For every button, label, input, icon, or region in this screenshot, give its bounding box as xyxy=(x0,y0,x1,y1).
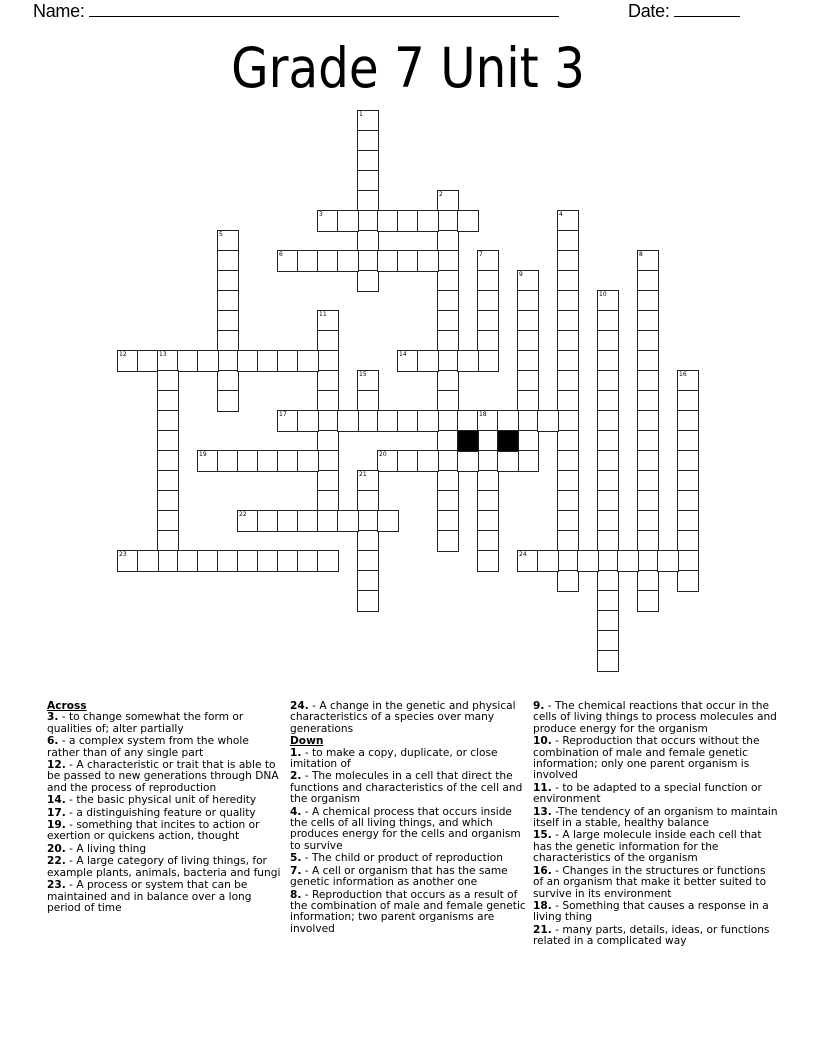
grid-cell[interactable] xyxy=(437,350,459,372)
grid-cell[interactable] xyxy=(597,370,619,392)
grid-cell[interactable] xyxy=(357,570,379,592)
clue-number: 23 xyxy=(119,551,127,558)
grid-cell[interactable] xyxy=(237,450,259,472)
grid-cell[interactable] xyxy=(677,430,699,452)
clue-down-15: 15. - A large molecule inside each cell that has the genetic information for the characteristics of the organism xyxy=(533,829,762,865)
grid-cell[interactable] xyxy=(637,410,659,432)
grid-cell[interactable] xyxy=(597,470,619,492)
grid-cell[interactable] xyxy=(557,490,579,512)
grid-cell[interactable] xyxy=(637,310,659,332)
grid-cell[interactable] xyxy=(537,550,559,572)
grid-cell[interactable] xyxy=(217,370,239,392)
grid-cell[interactable] xyxy=(597,350,619,372)
grid-cell[interactable] xyxy=(417,250,439,272)
clue-number: 11 xyxy=(319,311,327,318)
grid-cell[interactable] xyxy=(577,550,599,572)
grid-cell[interactable] xyxy=(637,490,659,512)
grid-cell[interactable] xyxy=(557,310,579,332)
grid-cell[interactable] xyxy=(437,230,459,252)
grid-cell[interactable] xyxy=(217,550,239,572)
grid-cell[interactable] xyxy=(297,450,319,472)
grid-cell[interactable] xyxy=(177,350,199,372)
clue-number: 9 xyxy=(519,271,523,278)
grid-cell[interactable] xyxy=(637,530,659,552)
clue-number: 16 xyxy=(679,371,687,378)
grid-cell[interactable] xyxy=(637,390,659,412)
grid-cell[interactable] xyxy=(417,450,439,472)
grid-cell[interactable] xyxy=(117,550,139,572)
grid-cell[interactable] xyxy=(217,330,239,352)
grid-cell[interactable] xyxy=(357,390,379,412)
grid-cell[interactable] xyxy=(457,410,479,432)
grid-cell[interactable] xyxy=(297,510,319,532)
grid-cell[interactable] xyxy=(557,510,579,532)
grid-cell[interactable] xyxy=(597,610,619,632)
grid-cell[interactable] xyxy=(357,250,379,272)
grid-cell[interactable] xyxy=(317,470,339,492)
grid-cell[interactable] xyxy=(677,370,699,392)
grid-cell[interactable] xyxy=(217,250,239,272)
clue-number: 20 xyxy=(379,451,387,458)
black-cell xyxy=(497,430,519,452)
grid-cell[interactable] xyxy=(197,350,219,372)
grid-cell[interactable] xyxy=(417,210,439,232)
grid-cell[interactable] xyxy=(657,550,679,572)
grid-cell[interactable] xyxy=(177,550,199,572)
grid-cell[interactable] xyxy=(517,290,539,312)
grid-cell[interactable] xyxy=(317,430,339,452)
grid-cell[interactable] xyxy=(357,490,379,512)
grid-cell[interactable] xyxy=(437,210,459,232)
grid-cell[interactable] xyxy=(157,450,179,472)
grid-cell[interactable] xyxy=(357,130,379,152)
grid-cell[interactable] xyxy=(217,310,239,332)
grid-cell[interactable] xyxy=(137,550,159,572)
grid-cell[interactable] xyxy=(157,510,179,532)
clue-number: 3 xyxy=(319,211,323,218)
clue-number: 15 xyxy=(359,371,367,378)
clue-down-9: 9. - The chemical reactions that occur in the cells of living things to process molecules and produce energy for the organism xyxy=(533,700,777,735)
grid-cell[interactable] xyxy=(437,530,459,552)
clue-down-8: 8. - Reproduction that occurs as a result of the combination of male and female genetic information; two parent organisms are involved xyxy=(290,888,526,935)
grid-cell[interactable] xyxy=(677,450,699,472)
grid-cell[interactable] xyxy=(557,570,579,592)
grid-cell[interactable] xyxy=(557,230,579,252)
grid-cell[interactable] xyxy=(597,410,619,432)
grid-cell[interactable] xyxy=(297,410,319,432)
grid-cell[interactable] xyxy=(597,590,619,612)
clue-across-22: 22. - A large category of living things, for example plants, animals, bacteria and fungi xyxy=(47,855,281,879)
grid-cell[interactable] xyxy=(637,250,659,272)
grid-cell[interactable] xyxy=(437,190,459,212)
grid-cell[interactable] xyxy=(417,410,439,432)
down-heading: Down xyxy=(290,735,324,748)
grid-cell[interactable] xyxy=(397,210,419,232)
black-cell xyxy=(457,430,479,452)
grid-cell[interactable] xyxy=(637,590,659,612)
grid-cell[interactable] xyxy=(677,550,699,572)
grid-cell[interactable] xyxy=(357,590,379,612)
grid-cell[interactable] xyxy=(597,390,619,412)
grid-cell[interactable] xyxy=(597,650,619,672)
grid-cell[interactable] xyxy=(557,550,579,572)
grid-cell[interactable] xyxy=(377,450,399,472)
grid-cell[interactable] xyxy=(477,530,499,552)
grid-cell[interactable] xyxy=(557,430,579,452)
grid-cell[interactable] xyxy=(357,170,379,192)
grid-cell[interactable] xyxy=(557,210,579,232)
clue-down-2: 2. - The molecules in a cell that direct the functions and characteristics of the cell and the organism xyxy=(290,770,523,806)
grid-cell[interactable] xyxy=(357,110,379,132)
grid-cell[interactable] xyxy=(437,390,459,412)
grid-cell[interactable] xyxy=(437,330,459,352)
grid-cell[interactable] xyxy=(457,450,479,472)
grid-cell[interactable] xyxy=(237,550,259,572)
clues-column-1 xyxy=(47,701,282,915)
grid-cell[interactable] xyxy=(637,570,659,592)
grid-cell[interactable] xyxy=(677,470,699,492)
clue-number: 17 xyxy=(279,411,287,418)
grid-cell[interactable] xyxy=(397,410,419,432)
grid-cell[interactable] xyxy=(437,410,459,432)
grid-cell[interactable] xyxy=(357,150,379,172)
grid-cell[interactable] xyxy=(637,350,659,372)
grid-cell[interactable] xyxy=(597,290,619,312)
grid-cell[interactable] xyxy=(417,350,439,372)
clue-across-6: 6. - a complex system from the whole rather than of any single part xyxy=(47,735,249,759)
grid-cell[interactable] xyxy=(477,550,499,572)
clue-number: 14 xyxy=(399,351,407,358)
clue-number: 6 xyxy=(279,251,283,258)
clue-number: 8 xyxy=(639,251,643,258)
page-title: Grade 7 Unit 3 xyxy=(231,36,585,100)
grid-cell[interactable] xyxy=(397,450,419,472)
grid-cell[interactable] xyxy=(597,550,619,572)
grid-cell[interactable] xyxy=(377,510,399,532)
grid-cell[interactable] xyxy=(457,350,479,372)
grid-cell[interactable] xyxy=(357,510,379,532)
grid-cell[interactable] xyxy=(477,410,499,432)
grid-cell[interactable] xyxy=(337,210,359,232)
clue-number: 5 xyxy=(219,231,223,238)
grid-cell[interactable] xyxy=(677,390,699,412)
grid-cell[interactable] xyxy=(257,350,279,372)
grid-cell[interactable] xyxy=(677,530,699,552)
grid-cell[interactable] xyxy=(557,410,579,432)
grid-cell[interactable] xyxy=(157,470,179,492)
clue-across-20: 20. - A living thing xyxy=(47,842,147,855)
grid-cell[interactable] xyxy=(317,250,339,272)
grid-cell[interactable] xyxy=(497,450,519,472)
clue-down-4: 4. - A chemical process that occurs inside the cells of all living things, and which produces energy for the cells and organism to survive xyxy=(290,805,521,852)
grid-cell[interactable] xyxy=(637,550,659,572)
grid-cell[interactable] xyxy=(157,430,179,452)
grid-cell[interactable] xyxy=(477,510,499,532)
grid-cell[interactable] xyxy=(517,410,539,432)
grid-cell[interactable] xyxy=(197,450,219,472)
grid-cell[interactable] xyxy=(517,270,539,292)
grid-cell[interactable] xyxy=(677,490,699,512)
clue-number: 24 xyxy=(519,551,527,558)
grid-cell[interactable] xyxy=(217,230,239,252)
grid-cell[interactable] xyxy=(557,270,579,292)
grid-cell[interactable] xyxy=(317,510,339,532)
grid-cell[interactable] xyxy=(437,270,459,292)
clue-across-17: 17. - a distinguishing feature or quality xyxy=(47,806,256,819)
grid-cell[interactable] xyxy=(157,370,179,392)
grid-cell[interactable] xyxy=(437,510,459,532)
grid-cell[interactable] xyxy=(437,250,459,272)
grid-cell[interactable] xyxy=(617,550,639,572)
grid-cell[interactable] xyxy=(217,350,239,372)
date-label: Date: xyxy=(628,1,670,21)
clue-number: 22 xyxy=(239,511,247,518)
grid-cell[interactable] xyxy=(217,450,239,472)
grid-cell[interactable] xyxy=(277,510,299,532)
grid-cell[interactable] xyxy=(437,430,459,452)
grid-cell[interactable] xyxy=(557,330,579,352)
grid-cell[interactable] xyxy=(277,250,299,272)
grid-cell[interactable] xyxy=(517,350,539,372)
clue-down-1: 1. - to make a copy, duplicate, or close imitation of xyxy=(290,746,498,771)
grid-cell[interactable] xyxy=(197,550,219,572)
grid-cell[interactable] xyxy=(437,450,459,472)
clue-number: 1 xyxy=(359,111,363,118)
grid-cell[interactable] xyxy=(677,410,699,432)
grid-cell[interactable] xyxy=(217,270,239,292)
grid-cell[interactable] xyxy=(637,330,659,352)
grid-cell[interactable] xyxy=(237,350,259,372)
grid-cell[interactable] xyxy=(477,430,499,452)
grid-cell[interactable] xyxy=(397,250,419,272)
grid-cell[interactable] xyxy=(597,450,619,472)
grid-cell[interactable] xyxy=(477,290,499,312)
grid-cell[interactable] xyxy=(557,290,579,312)
grid-cell[interactable] xyxy=(557,390,579,412)
grid-cell[interactable] xyxy=(277,550,299,572)
clue-down-16: 16. - Changes in the structures or functions of an organism that make it better suited to survive in its environment xyxy=(533,864,767,900)
grid-cell[interactable] xyxy=(357,210,379,232)
grid-cell[interactable] xyxy=(317,370,339,392)
clue-across-23: 23. - A process or system that can be maintained and in balance over a long period of time xyxy=(47,879,252,914)
clue-across-14: 14. - the basic physical unit of heredity xyxy=(47,794,257,807)
grid-cell[interactable] xyxy=(317,310,339,332)
grid-cell[interactable] xyxy=(237,510,259,532)
grid-cell[interactable] xyxy=(377,250,399,272)
grid-cell[interactable] xyxy=(517,390,539,412)
grid-cell[interactable] xyxy=(357,270,379,292)
grid-cell[interactable] xyxy=(437,290,459,312)
grid-cell[interactable] xyxy=(337,250,359,272)
grid-cell[interactable] xyxy=(637,290,659,312)
clues-column-3 xyxy=(533,701,778,949)
grid-cell[interactable] xyxy=(517,310,539,332)
grid-cell[interactable] xyxy=(317,550,339,572)
grid-cell[interactable] xyxy=(157,350,179,372)
grid-cell[interactable] xyxy=(637,470,659,492)
grid-cell[interactable] xyxy=(317,410,339,432)
grid-cell[interactable] xyxy=(637,510,659,532)
clue-across-12: 12. - A characteristic or trait that is able to be passed to new generations through DNA and the process of reproduction xyxy=(47,759,279,794)
grid-cell[interactable] xyxy=(597,310,619,332)
clue-number: 21 xyxy=(359,471,367,478)
grid-cell[interactable] xyxy=(477,270,499,292)
grid-cell[interactable] xyxy=(517,450,539,472)
grid-cell[interactable] xyxy=(317,450,339,472)
grid-cell[interactable] xyxy=(637,270,659,292)
grid-cell[interactable] xyxy=(557,530,579,552)
grid-cell[interactable] xyxy=(297,350,319,372)
clue-down-10: 10. - Reproduction that occurs without the combination of male and female genetic information; only one parent organism is involved xyxy=(533,735,760,782)
grid-cell[interactable] xyxy=(157,550,179,572)
grid-cell[interactable] xyxy=(677,510,699,532)
grid-cell[interactable] xyxy=(297,250,319,272)
grid-cell[interactable] xyxy=(357,530,379,552)
grid-cell[interactable] xyxy=(637,450,659,472)
grid-cell[interactable] xyxy=(477,250,499,272)
grid-cell[interactable] xyxy=(517,330,539,352)
clue-number: 2 xyxy=(439,191,443,198)
grid-cell[interactable] xyxy=(137,350,159,372)
grid-cell[interactable] xyxy=(517,430,539,452)
grid-cell[interactable] xyxy=(397,350,419,372)
grid-cell[interactable] xyxy=(317,350,339,372)
clue-across-19: 19. - something that incites to action or exertion or quickens action, thought xyxy=(47,819,260,843)
grid-cell[interactable] xyxy=(257,550,279,572)
grid-cell[interactable] xyxy=(157,490,179,512)
grid-cell[interactable] xyxy=(317,330,339,352)
grid-cell[interactable] xyxy=(637,430,659,452)
grid-cell[interactable] xyxy=(477,330,499,352)
grid-cell[interactable] xyxy=(477,310,499,332)
grid-cell[interactable] xyxy=(437,470,459,492)
grid-cell[interactable] xyxy=(557,250,579,272)
grid-cell[interactable] xyxy=(297,550,319,572)
grid-cell[interactable] xyxy=(597,630,619,652)
grid-cell[interactable] xyxy=(257,450,279,472)
grid-cell[interactable] xyxy=(477,450,499,472)
grid-cell[interactable] xyxy=(157,410,179,432)
grid-cell[interactable] xyxy=(557,370,579,392)
grid-cell[interactable] xyxy=(357,370,379,392)
clue-number: 18 xyxy=(479,411,487,418)
grid-cell[interactable] xyxy=(357,410,379,432)
grid-cell[interactable] xyxy=(377,410,399,432)
grid-cell[interactable] xyxy=(597,430,619,452)
grid-cell[interactable] xyxy=(337,410,359,432)
grid-cell[interactable] xyxy=(477,350,499,372)
across-heading: Across xyxy=(47,700,87,712)
grid-cell[interactable] xyxy=(157,390,179,412)
grid-cell[interactable] xyxy=(457,210,479,232)
clue-down-13: 13. -The tendency of an organism to maintain itself in a stable, healthy balance xyxy=(533,805,778,830)
clue-down-7: 7. - A cell or organism that has the same genetic information as another one xyxy=(290,864,508,889)
grid-cell[interactable] xyxy=(597,530,619,552)
grid-cell[interactable] xyxy=(317,390,339,412)
clue-across-24: 24. - A change in the genetic and physical characteristics of a species over many generations xyxy=(290,700,516,735)
grid-cell[interactable] xyxy=(277,410,299,432)
grid-cell[interactable] xyxy=(597,570,619,592)
grid-cell[interactable] xyxy=(637,370,659,392)
grid-cell[interactable] xyxy=(517,550,539,572)
clue-down-18: 18. - Something that causes a response in a living thing xyxy=(533,899,769,924)
grid-cell[interactable] xyxy=(477,470,499,492)
grid-cell[interactable] xyxy=(537,410,559,432)
grid-cell[interactable] xyxy=(437,370,459,392)
grid-cell[interactable] xyxy=(317,490,339,512)
grid-cell[interactable] xyxy=(217,390,239,412)
clue-across-3: 3. - to change somewhat the form or qualities of; alter partially xyxy=(47,711,244,735)
grid-cell[interactable] xyxy=(357,470,379,492)
clues-column-2 xyxy=(290,701,530,936)
clue-number: 12 xyxy=(119,351,127,358)
grid-cell[interactable] xyxy=(357,230,379,252)
clue-number: 4 xyxy=(559,211,563,218)
grid-cell[interactable] xyxy=(557,450,579,472)
grid-cell[interactable] xyxy=(337,510,359,532)
grid-cell[interactable] xyxy=(597,510,619,532)
grid-cell[interactable] xyxy=(597,330,619,352)
clue-number: 19 xyxy=(199,451,207,458)
grid-cell[interactable] xyxy=(257,510,279,532)
grid-cell[interactable] xyxy=(437,490,459,512)
grid-cell[interactable] xyxy=(277,350,299,372)
clue-number: 7 xyxy=(479,251,483,258)
grid-cell[interactable] xyxy=(117,350,139,372)
clue-number: 13 xyxy=(159,351,167,358)
clue-down-5: 5. - The child or product of reproduction xyxy=(290,852,503,865)
grid-cell[interactable] xyxy=(597,490,619,512)
name-label: Name: xyxy=(33,1,85,21)
grid-cell[interactable] xyxy=(377,210,399,232)
clue-down-21: 21. - many parts, details, ideas, or functions related in a complicated way xyxy=(533,923,770,948)
clue-number: 10 xyxy=(599,291,607,298)
grid-cell[interactable] xyxy=(157,530,179,552)
grid-cell[interactable] xyxy=(317,210,339,232)
grid-cell[interactable] xyxy=(517,370,539,392)
grid-cell[interactable] xyxy=(497,410,519,432)
grid-cell[interactable] xyxy=(277,450,299,472)
grid-cell[interactable] xyxy=(357,190,379,212)
grid-cell[interactable] xyxy=(217,290,239,312)
grid-cell[interactable] xyxy=(557,350,579,372)
clue-down-11: 11. - to be adapted to a special function or environment xyxy=(533,781,762,806)
grid-cell[interactable] xyxy=(557,470,579,492)
grid-cell[interactable] xyxy=(477,490,499,512)
grid-cell[interactable] xyxy=(677,570,699,592)
grid-cell[interactable] xyxy=(357,550,379,572)
grid-cell[interactable] xyxy=(437,310,459,332)
